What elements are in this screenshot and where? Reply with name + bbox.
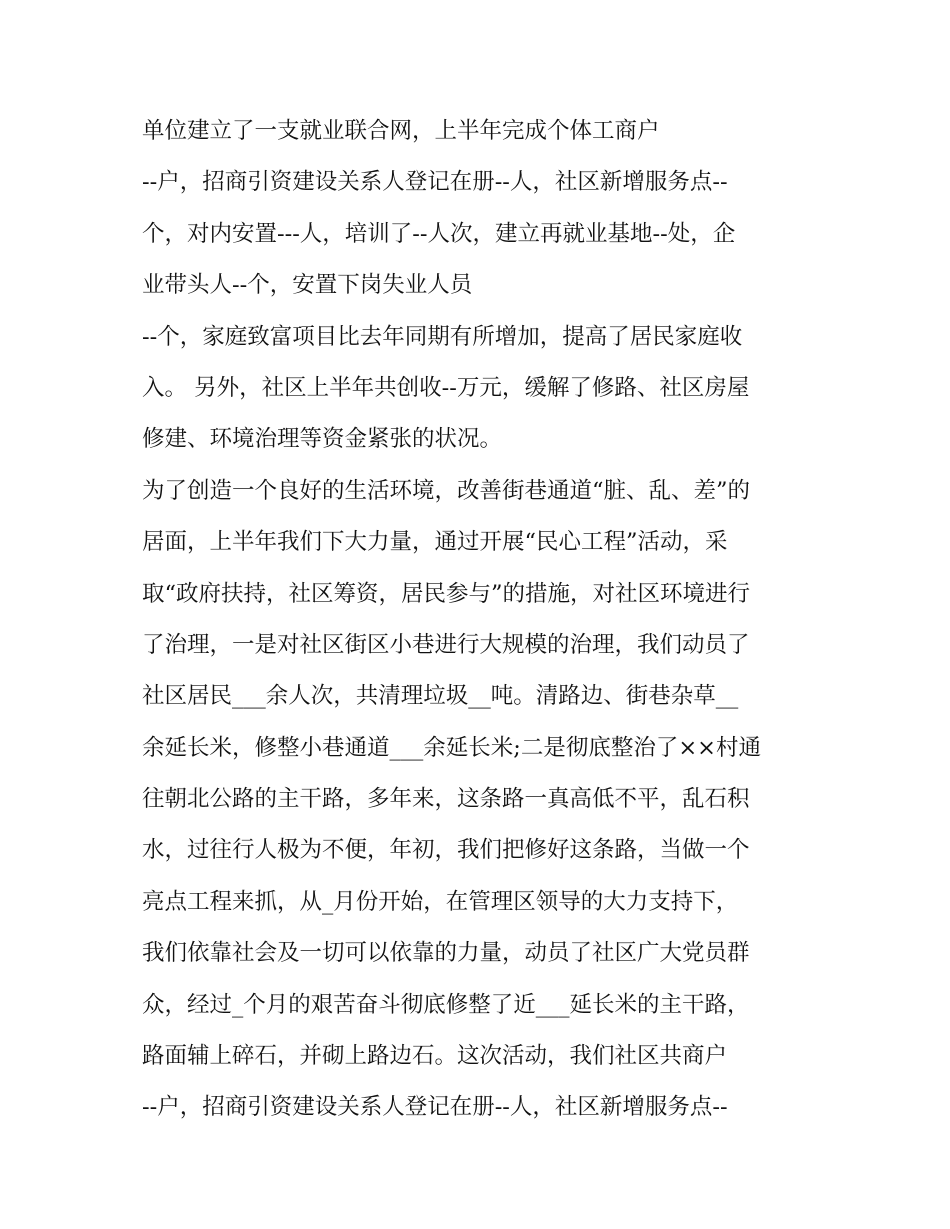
text-line: 社区居民___余人次，共清理垃圾__吨。清路边、街巷杂草__ (142, 683, 739, 710)
text-line: 水，过往行人极为不便，年初，我们把修好这条路，当做一个 (142, 837, 750, 864)
text-line: 亮点工程来抓，从_月份开始，在管理区领导的大力支持下， (142, 888, 739, 915)
text-line: 个，对内安置---人，培训了--人次，建立再就业基地--处，企 (142, 220, 736, 247)
text-line: 了治理，一是对社区街区小巷进行大规模的治理，我们动员了 (142, 631, 750, 658)
text-line: 路面辅上碎石，并砌上路边石。这次活动，我们社区共商户 (142, 1043, 728, 1070)
text-line: 余延长米，修整小巷通道___余延长米;二是彻底整治了××村通 (142, 734, 762, 761)
text-line: 众，经过_个月的艰苦奋斗彻底修整了近___延长米的主干路， (142, 991, 750, 1018)
text-line: 单位建立了一支就业联合网，上半年完成个体工商户 (142, 118, 660, 144)
text-line: --个，家庭致富项目比去年同期有所增加，提高了居民家庭收 (142, 323, 743, 350)
text-line: 修建、环境治理等资金紧张的状况。 (142, 426, 503, 453)
body-text (142, 106, 822, 1134)
text-line: 入。 另外，社区上半年共创收--万元，缓解了修路、社区房屋 (142, 374, 750, 401)
text-line: --户，招商引资建设关系人登记在册--人，社区新增服务点-- (142, 1094, 728, 1121)
text-line: 居面，上半年我们下大力量，通过开展“民心工程”活动，采 (142, 529, 728, 556)
text-line: 业带头人--个，安置下岗失业人员 (142, 272, 473, 299)
text-line: 为了创造一个良好的生活环境，改善街巷通道“脏、乱、差”的 (142, 477, 751, 504)
text-line: --户，招商引资建设关系人登记在册--人，社区新增服务点-- (142, 169, 728, 196)
text-line: 我们依靠社会及一切可以依靠的力量，动员了社区广大党员群 (142, 940, 750, 967)
text-line: 往朝北公路的主干路，多年来，这条路一真高低不平，乱石积 (142, 786, 750, 813)
text-line: 取“政府扶持，社区筹资，居民参与”的措施，对社区环境进行 (142, 580, 751, 607)
